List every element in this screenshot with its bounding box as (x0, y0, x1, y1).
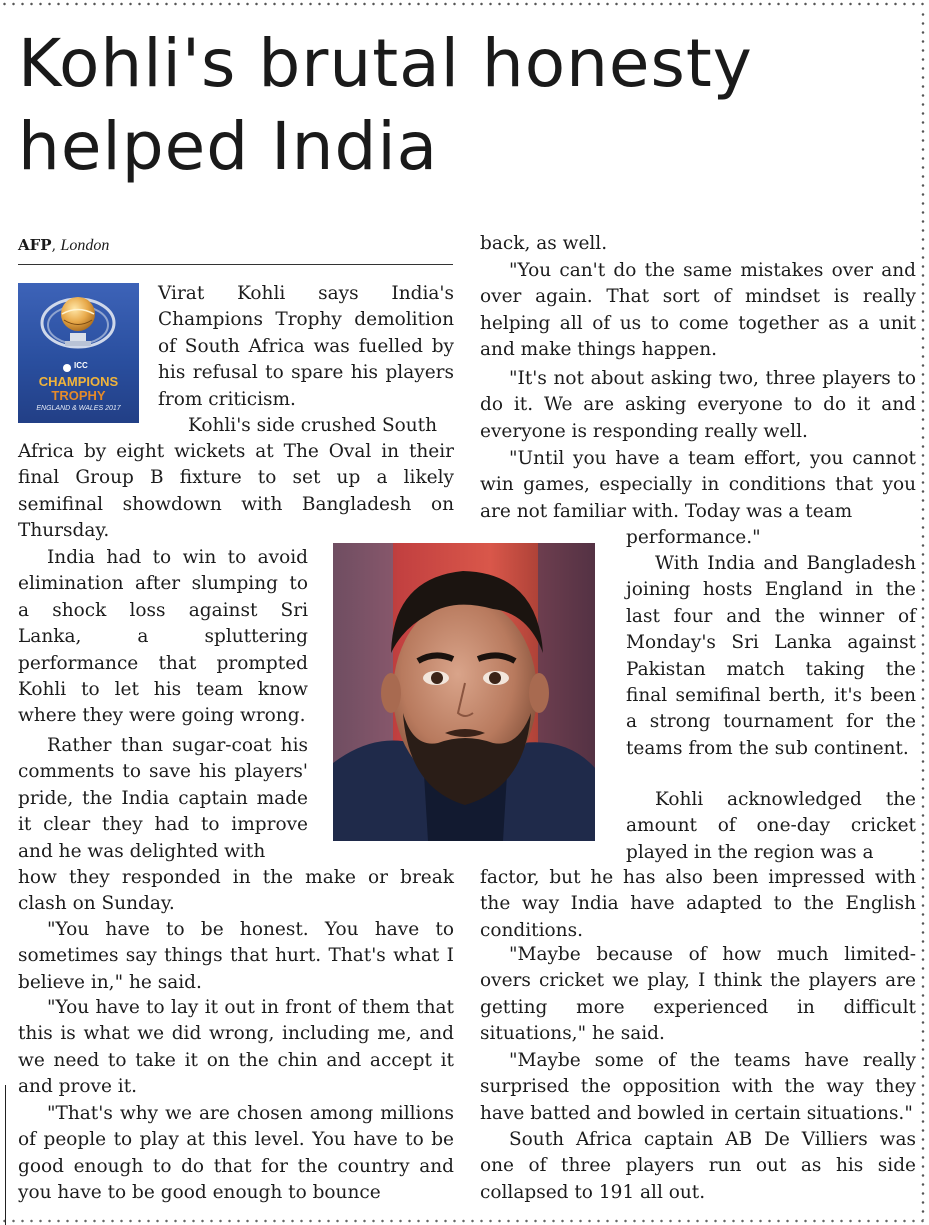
col2-paragraph-6b: factor, but he has also been impressed with the way India have adapted to the English conditions. (480, 867, 916, 941)
left-margin-rule (5, 1085, 6, 1225)
right-dotted-border (921, 10, 925, 1220)
logo-title-1: CHAMPIONS (38, 374, 119, 389)
portrait-image (333, 543, 595, 841)
col1-paragraph-1: Virat Kohli says India's Champions Trophy demolition of South Africa was fuelled by his refusal to spare his players from criticism. (158, 283, 454, 410)
col2-paragraph-4a: "Until you have a team effort, you cannot win games, especially in conditions that you are not familiar with. Today was a team (480, 448, 916, 522)
logo-small-text: ICC (74, 361, 88, 370)
byline-separator: , (51, 238, 57, 254)
headline (18, 22, 918, 188)
logo-title-2: TROPHY (51, 388, 106, 403)
col2-paragraph-5: With India and Bangladesh joining hosts England in the last four and the winner of Monday's Sri Lanka against Pakistan match taking the final semifinal berth, it's been a strong tournament for the teams from the sub continent. (626, 553, 916, 759)
headline-line-2: helped India (18, 108, 439, 185)
bottom-dotted-border (0, 1219, 929, 1223)
top-dotted-border (0, 2, 929, 6)
col2-paragraph-9: South Africa captain AB De Villiers was one of three players run out as his side collapsed to 191 all out. (480, 1129, 916, 1203)
headline-line-1: Kohli's brutal honesty (18, 25, 753, 102)
champions-trophy-logo (18, 283, 139, 423)
col2-paragraph-7: "Maybe because of how much limited-overs cricket we play, I think the players are getting more experienced in difficult situations," he said. (480, 944, 916, 1045)
logo-subtitle: ENGLAND & WALES 2017 (36, 405, 121, 412)
col1-paragraph-6: "You have to lay it out in front of them that this is what we did wrong, including me, and we need to take it on the chin and accept it and prove it. (18, 997, 454, 1098)
col1-paragraph-4b: how they responded in the make or break clash on Sunday. (18, 867, 454, 915)
col1-paragraph-3: India had to win to avoid elimination after slumping to a shock loss against Sri Lanka, a spluttering performance that prompted Kohli to let his team know where they were going wrong. (18, 547, 308, 727)
col2-paragraph-1: back, as well. (480, 233, 608, 254)
byline (18, 236, 109, 255)
col2-paragraph-2: "You can't do the same mistakes over and over again. That sort of mindset is really helping all of us to come together as a unit and make things happen. (480, 260, 916, 361)
col1-paragraph-2b: Africa by eight wickets at The Oval in their final Group B fixture to set up a likely semifinal showdown with Bangladesh on Thursday. (18, 441, 454, 542)
col2-paragraph-6a: Kohli acknowledged the amount of one-day cricket played in the region was a (626, 789, 916, 863)
kohli-photo (333, 543, 595, 841)
col1-paragraph-2a: Kohli's side crushed South (188, 415, 438, 436)
col1-paragraph-5: "You have to be honest. You have to sometimes say things that hurt. That's what I believe in," he said. (18, 919, 454, 993)
byline-city: London (60, 237, 110, 254)
byline-rule (18, 264, 453, 265)
col2-paragraph-4b: performance." (626, 527, 761, 548)
col1-paragraph-7: "That's why we are chosen among millions of people to play at this level. You have to be good enough to do that for the country and you have to be good enough to bounce (18, 1103, 454, 1204)
col1-paragraph-4a: Rather than sugar-coat his comments to save his players' pride, the India captain made it clear they had to improve and he was delighted with (18, 735, 308, 862)
col2-paragraph-3: "It's not about asking two, three players to do it. We are asking everyone to do it and everyone is responding really well. (480, 368, 916, 442)
col2-paragraph-8: "Maybe some of the teams have really surprised the opposition with the way they have batted and bowled in certain situations." (480, 1050, 916, 1124)
byline-agency: AFP (18, 236, 52, 254)
